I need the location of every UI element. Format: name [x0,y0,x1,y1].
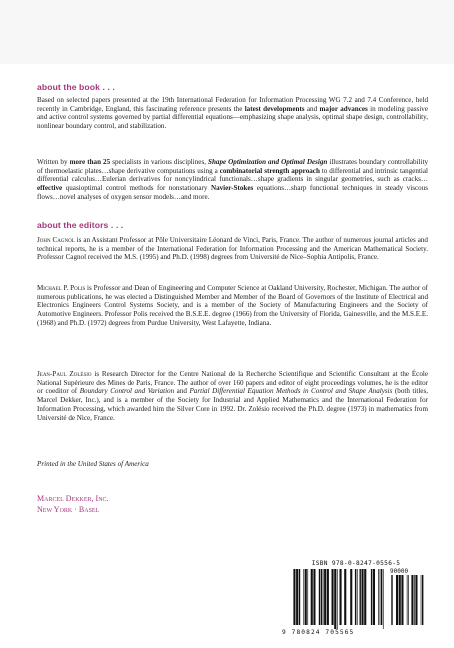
barcode-bar [378,569,379,625]
barcode-bar [422,575,423,625]
text-span: is an Assistant Professor at Pôle Universitaire Léonard de Vinci, Paris, France. The author of numerous journal articles and technical reports, he is a member of the International Federation for Information Processing and the American Mathematical Society. Professor Cagnol received the M.S. (1995) and Ph.D. (1998) degrees from Université de Nice–Sophia Antipolis, France. [37,236,428,262]
addon-code: 90000 [390,568,409,575]
about-book-heading: about the book . . . [37,82,115,92]
text-span: Written by [37,158,70,166]
top-band [0,0,454,64]
about-editors-heading: about the editors . . . [37,220,124,230]
text-span: equations…sharp functional techniques in steady viscous flows…novel analyses of oxygen sensor models…and more. [37,184,428,201]
bold-span: effective [37,184,63,193]
editor-name: Michael P. Polis [37,284,86,292]
editor-bio-zolesio [37,370,428,422]
publisher-cities: New York · Basel [37,505,100,514]
text-span: is Professor and Dean of Engineering and Computer Science at Oakland University, Rochester, Michigan. The author of numerous publications, he was elected a Distinguished Member and Member of the Board of Governors of the Institute of Electrical and Electronics Engineers Control Systems Society, and is a member of the Society of Manufacturing Engineers and the Society of Automotive Engineers. Professor Polis received the B.S.E.E. degree (1966) from the University of Florida, Gainesville, and the M.S.E.E. (1968) and Ph.D. (1972) degrees from Purdue University, West Lafayette, Indiana. [37,284,428,327]
barcode-bar [360,569,361,625]
editor-bio-cagnol [37,236,428,262]
text-span: quasioptimal control methods for nonstationary [62,184,211,193]
barcode-bar [293,569,295,625]
barcode-bar [383,569,384,629]
barcode-bar [344,569,346,625]
barcode-bar [311,569,313,625]
barcode-bar [407,575,408,625]
editor-name: Jean-Paul Zolésio [37,370,92,378]
barcode-bar [421,575,422,625]
barcode-bar [323,569,324,625]
barcode-bar [380,569,381,625]
editor-name: John Cagnol [37,236,75,244]
barcode-bar [408,575,409,625]
addon-barcode [390,575,428,629]
barcode-bar [305,569,307,625]
text-span: is Research Director for the Centre National de la Recherche Scientifique and Scientific Consultant at the École National Supérieure des Mines de Paris, France. The author of over 160 papers and editor of eight proceedings volumes, he is the editor or coeditor of [37,370,428,396]
barcode-bar [396,575,398,625]
barcode-bar [415,575,417,625]
barcode-bar [357,569,358,625]
barcode-bar [391,575,392,625]
barcode-bar [324,569,326,625]
text-span: (both titles, Marcel Dekker, Inc.), and is a member of the Society for Industrial and Applied Mathematics and the International Federation for Information Processing, which awarded him the Silver Core in 1992. Dr. Zolésio received the Ph.D. degree (1973) in mathematics from Université de Nice, France. [37,387,428,422]
barcode-bar [381,569,382,625]
bold-span: Navier-Stokes [210,184,254,193]
book-title-span: Shape Optimization and Optimal Design [208,158,328,166]
barcode-bar [401,575,403,625]
barcode-block [280,560,432,638]
ean-barcode [284,569,386,629]
barcode-bar [371,569,372,625]
text-span: and [174,387,190,396]
barcode-bar [399,575,401,625]
barcode-bar [332,569,334,625]
barcode-bar [373,569,375,625]
barcode-bar [411,575,413,625]
publisher-name: Marcel Dekker, Inc. [37,494,109,503]
barcode-bar [350,569,352,625]
text-span: to differential and intrinsic tangential differential calculus…Eulerian derivatives for noncylindrical functionals…shape gradients in singular geometries, such as cracks… [37,166,429,184]
about-book-paragraph-1 [37,96,428,131]
barcode-bar [321,569,322,625]
about-book-paragraph-2 [37,158,428,202]
barcode-bar [334,569,336,629]
barcode-bar [327,569,329,625]
bold-span: latest developments [244,104,305,113]
barcode-bar [362,569,364,625]
barcode-bar [340,569,342,625]
text-span: in modeling passive and active control systems governed by partial differential equations—emphasizing shape analysis, optimal shape design, controllability, nonlinear boundary control, and stabilization. [37,104,428,131]
barcode-bar [296,569,298,625]
bold-span: more than 25 [69,158,111,166]
text-span: Based on selected papers presented at the 19th International Federation for Information Processing WG 7.2 and 7.4 Conference, held recently in Cambridge, England, this fascinating reference presents the [37,96,428,113]
bold-span: major advances [319,104,368,113]
barcode-bar [319,569,320,625]
barcode-bar [355,569,356,625]
text-span: specialists in various disciplines, [110,158,209,166]
barcode-bar [414,575,415,625]
barcode-bar [364,569,366,625]
barcode-bar [313,569,315,625]
barcode-digits: 9 780824 705565 [282,629,355,636]
isbn-label: ISBN 978-0-8247-0556-5 [311,560,401,567]
text-span: illustrates boundary controllability of thermoelastic plates…shape derivative computations using a [37,158,429,175]
book-title-span: Boundary Control and Variation [79,387,175,396]
bold-span: combinatorial strength approach [219,166,320,175]
book-title-span: Partial Differential Equation Methods in Control and Shape Analysis [189,387,393,396]
barcode-bar [299,569,300,625]
printed-in-notice: Printed in the United States of America [37,460,149,468]
barcode-bar [307,569,308,625]
barcode-bar [337,569,338,629]
barcode-bar [303,569,304,625]
text-span: and [304,104,320,113]
editor-bio-polis [37,284,428,328]
